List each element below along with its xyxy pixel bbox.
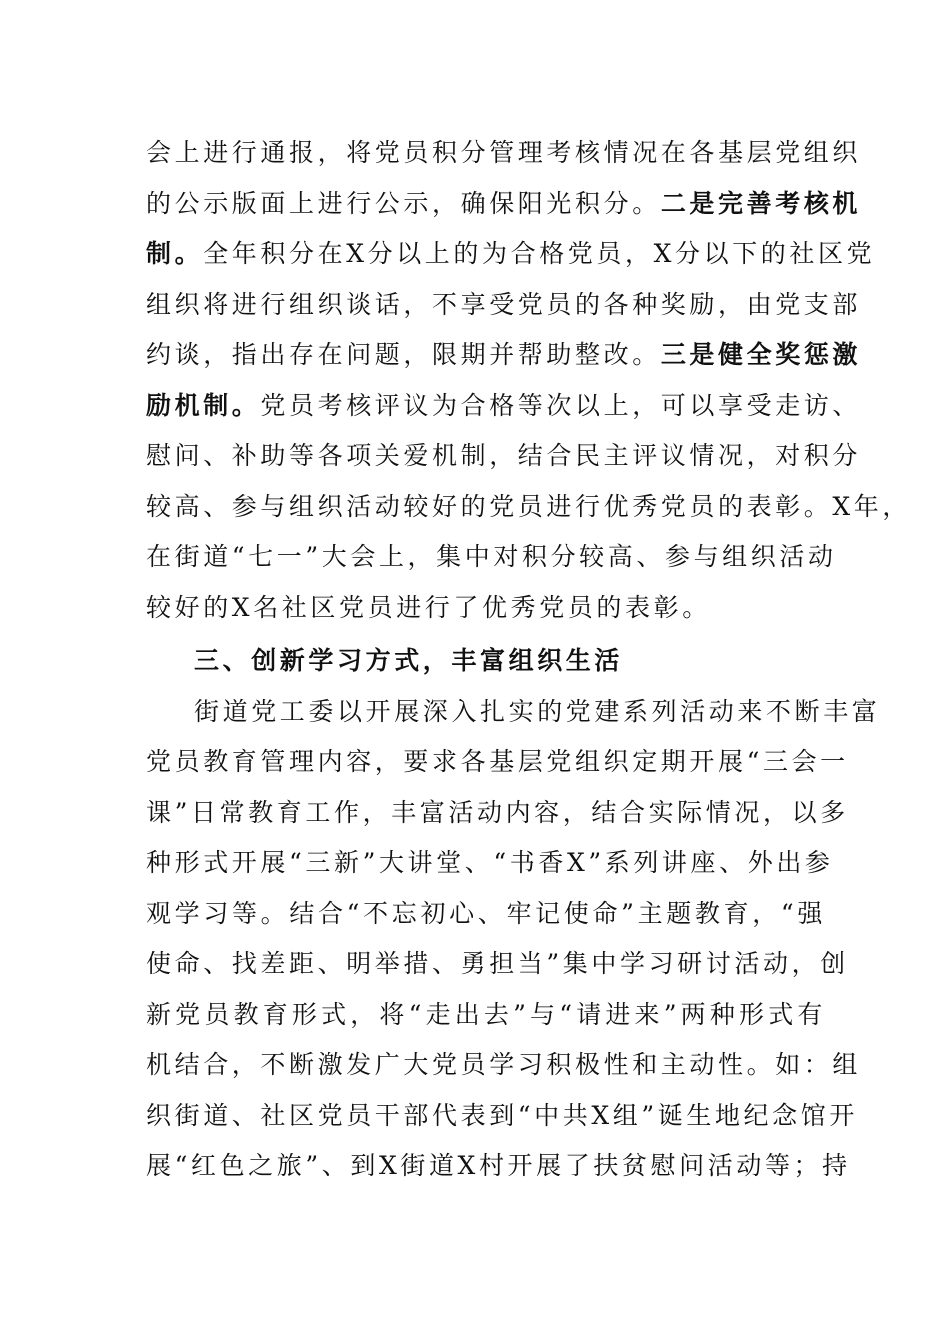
- text-run: 新党员教育形式，将“走出去”与“请进来”两种形式有: [146, 999, 826, 1029]
- paragraph-line: [146, 1091, 858, 1142]
- paragraph-line: [146, 788, 849, 839]
- paragraph-line: [146, 687, 881, 738]
- bold-text-run: 励机制。: [146, 390, 261, 420]
- paragraph-line: [146, 482, 911, 533]
- paragraph-line: [146, 889, 826, 940]
- paragraph-line: [146, 1141, 851, 1192]
- section-heading: 三、创新学习方式，丰富组织生活: [194, 646, 624, 675]
- text-run: 会上进行通报，将党员积分管理考核情况在各基层党组织: [146, 138, 862, 167]
- paragraph-line: [146, 280, 862, 331]
- text-run: 组织将进行组织谈话，不享受党员的各种奖励，由党支部: [146, 289, 862, 319]
- text-run: 的公示版面上进行公示，确保阳光积分。: [146, 188, 661, 218]
- paragraph-line: [146, 179, 862, 230]
- paragraph-line: [146, 583, 826, 634]
- paragraph-line: [146, 1040, 862, 1091]
- paragraph-line: [146, 431, 862, 482]
- paragraph-line: [146, 838, 834, 889]
- text-run: 使命、找差距、明举措、勇担当”集中学习研讨活动，创: [146, 949, 849, 978]
- text-run: 观学习等。结合“不忘初心、牢记使命”主题教育，“强: [146, 898, 826, 928]
- bold-text-run: 三是健全奖惩激: [660, 340, 862, 369]
- text-run: 较好的X名社区党员进行了优秀党员的表彰。: [146, 592, 711, 622]
- text-run: 党员考核评议为合格等次以上，可以享受走访、: [260, 390, 862, 420]
- paragraph-line: [146, 229, 876, 280]
- paragraph-line: [146, 381, 862, 432]
- text-run: 机结合，不断激发广大党员学习积极性和主动性。如：组: [146, 1050, 862, 1079]
- text-run: 展“红色之旅”、到X街道X村开展了扶贫慰问活动等；持: [146, 1151, 851, 1180]
- text-run: 在街道“七一”大会上，集中对积分较高、参与组织活动: [146, 542, 837, 571]
- paragraph-line: [146, 532, 837, 583]
- text-run: 课”日常教育工作，丰富活动内容，结合实际情况，以多: [146, 797, 849, 827]
- document-body: [146, 128, 911, 1192]
- paragraph-line: [146, 128, 862, 179]
- paragraph-line: [146, 990, 826, 1041]
- text-run: 街道党工委以开展深入扎实的党建系列活动来不断丰富: [194, 696, 881, 726]
- bold-text-run: 二是完善考核机: [660, 188, 862, 218]
- text-run: 种形式开展“三新”大讲堂、“书香X”系列讲座、外出参: [146, 848, 834, 877]
- bold-text-run: 制。: [146, 239, 204, 268]
- text-run: 全年积分在X分以上的为合格党员，X分以下的社区党: [203, 239, 876, 268]
- paragraph-line: [146, 330, 862, 381]
- text-run: 约谈，指出存在问题，限期并帮助整改。: [146, 340, 661, 369]
- text-run: 慰问、补助等各项关爱机制，结合民主评议情况，对积分: [146, 441, 862, 470]
- paragraph-line: [146, 939, 849, 990]
- text-run: 织街道、社区党员干部代表到“中共X组”诞生地纪念馆开: [146, 1100, 858, 1130]
- text-run: 较高、参与组织活动较好的党员进行优秀党员的表彰。X年，: [146, 491, 911, 521]
- text-run: 党员教育管理内容，要求各基层党组织定期开展“三会一: [146, 747, 849, 776]
- paragraph-line: [146, 737, 849, 788]
